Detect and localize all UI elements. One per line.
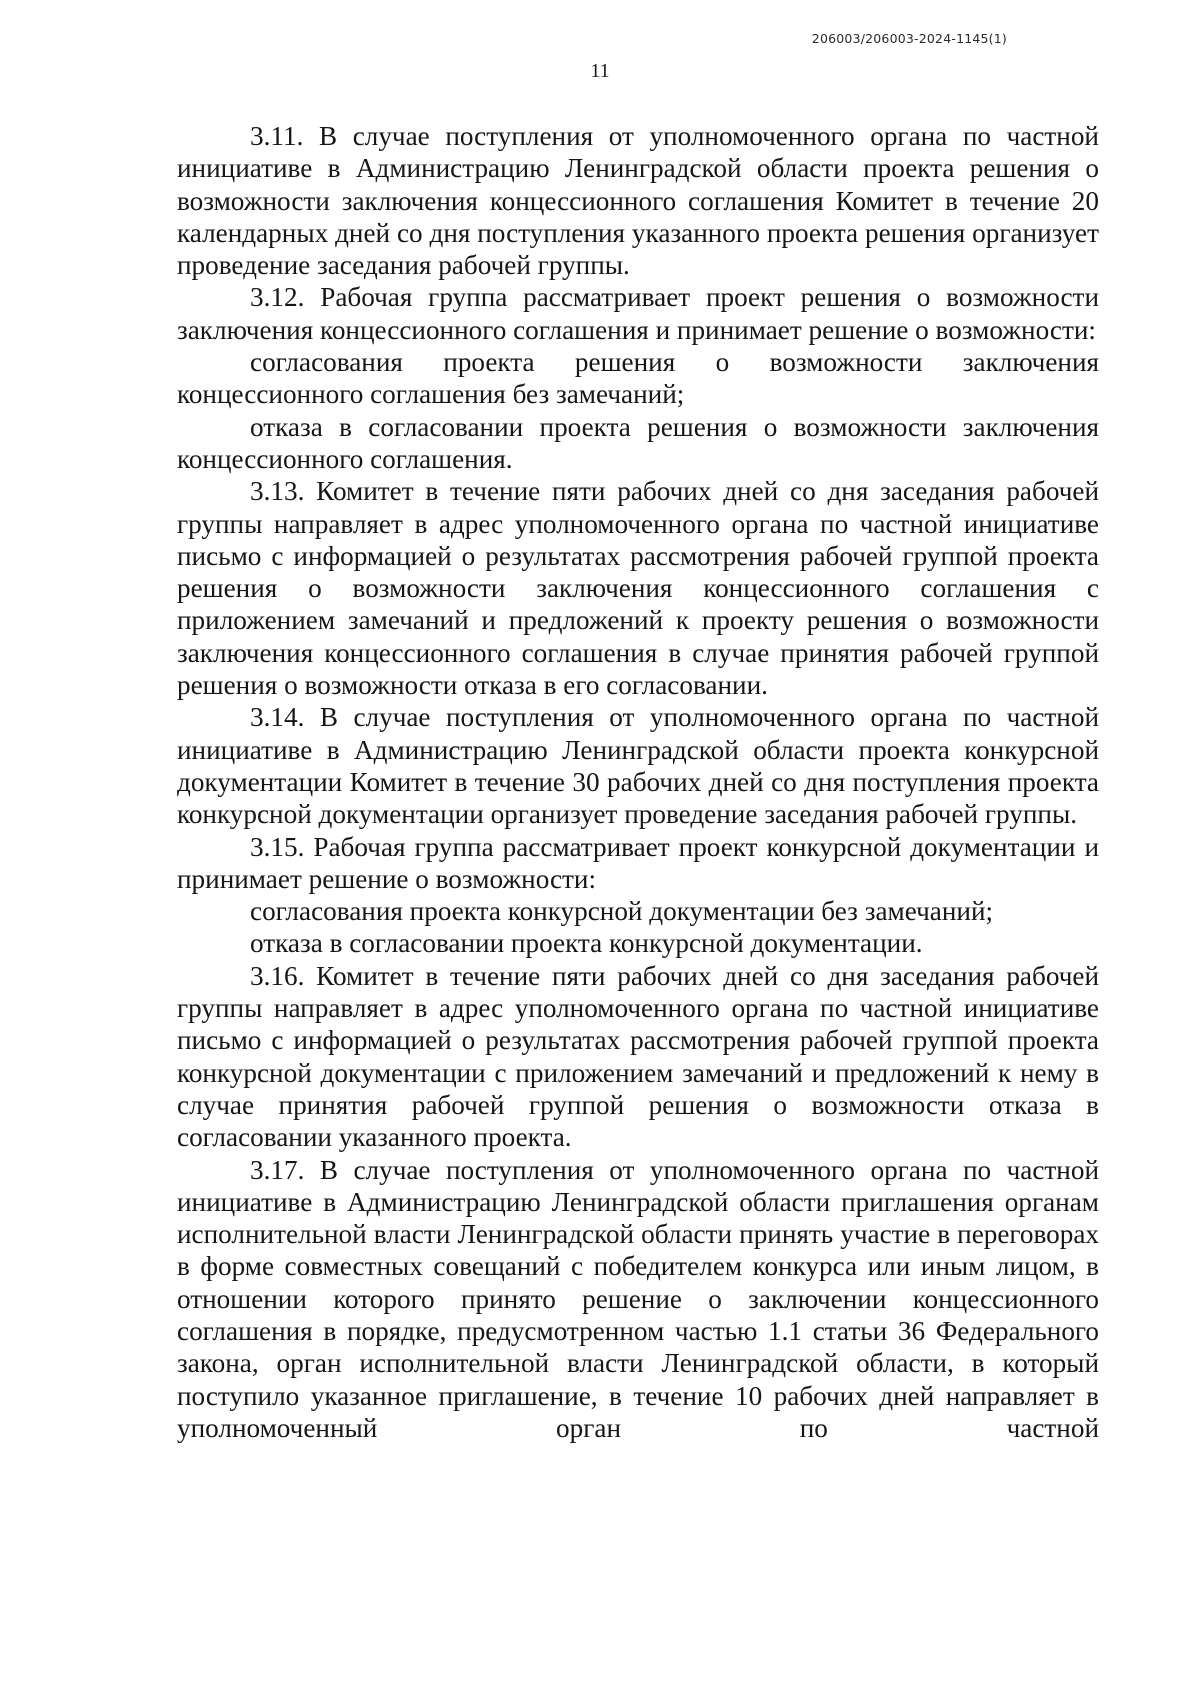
paragraph-3-13: 3.13. Комитет в течение пяти рабочих дней со дня заседания рабочей группы направляет в адрес уполномоченного органа по частной инициативе письмо с информацией о результатах рассмотрения рабочей группой проекта решения о возможности заключения концессионного соглашения с приложением замечаний и предложений к проекту решения о возможности заключения концессионного соглашения в случае принятия рабочей группой решения о возможности отказа в его согласовании.: [177, 476, 1099, 701]
paragraph-3-15: 3.15. Рабочая группа рассматривает проект конкурсной документации и принимает решение о возможности:: [177, 831, 1099, 894]
paragraph-3-11: 3.11. В случае поступления от уполномоченного органа по частной инициативе в Администрацию Ленинградской области проекта решения о возможности заключения концессионного соглашения Комитет в течение 20 календарных дней со дня поступления указанного проекта решения организует проведение заседания рабочей группы.: [177, 121, 1099, 281]
paragraph-3-14: 3.14. В случае поступления от уполномоченного органа по частной инициативе в Администрацию Ленинградской области проекта конкурсной документации Комитет в течение 30 рабочих дней со дня поступления проекта конкурсной документации организует проведение заседания рабочей группы.: [177, 702, 1099, 830]
page-number: 11: [590, 60, 610, 82]
paragraph-3-15-option-approve: согласования проекта конкурсной документации без замечаний;: [250, 896, 994, 927]
paragraph-3-12: 3.12. Рабочая группа рассматривает проект решения о возможности заключения концессионного соглашения и принимает решение о возможности:: [177, 282, 1099, 345]
paragraph-3-16: 3.16. Комитет в течение пяти рабочих дней со дня заседания рабочей группы направляет в адрес уполномоченного органа по частной инициативе письмо с информацией о результатах рассмотрения рабочей группой проекта конкурсной документации с приложением замечаний и предложений к нему в случае принятия рабочей группой решения о возможности отказа в согласовании указанного проекта.: [177, 960, 1099, 1153]
document-registration-code: 206003/206003-2024-1145(1): [811, 31, 1007, 46]
document-body: [177, 120, 1099, 1444]
paragraph-3-15-option-refuse: отказа в согласовании проекта конкурсной документации.: [250, 928, 923, 959]
paragraph-3-17: 3.17. В случае поступления от уполномоченного органа по частной инициативе в Администрацию Ленинградской области приглашения органам исполнительной власти Ленинградской области принять участие в переговорах в форме совместных совещаний с победителем конкурса или иным лицом, в отношении которого принято решение о заключении концессионного соглашения в порядке, предусмотренном частью 1.1 статьи 36 Федерального закона, орган исполнительной власти Ленинградской области, в который поступило указанное приглашение, в течение 10 рабочих дней направляет в уполномоченный орган по частной: [177, 1154, 1099, 1443]
paragraph-3-12-option-approve: согласования проекта решения о возможности заключения концессионного соглашения без замечаний;: [177, 347, 1099, 410]
paragraph-3-12-option-refuse: отказа в согласовании проекта решения о возможности заключения концессионного соглашения.: [177, 411, 1099, 474]
